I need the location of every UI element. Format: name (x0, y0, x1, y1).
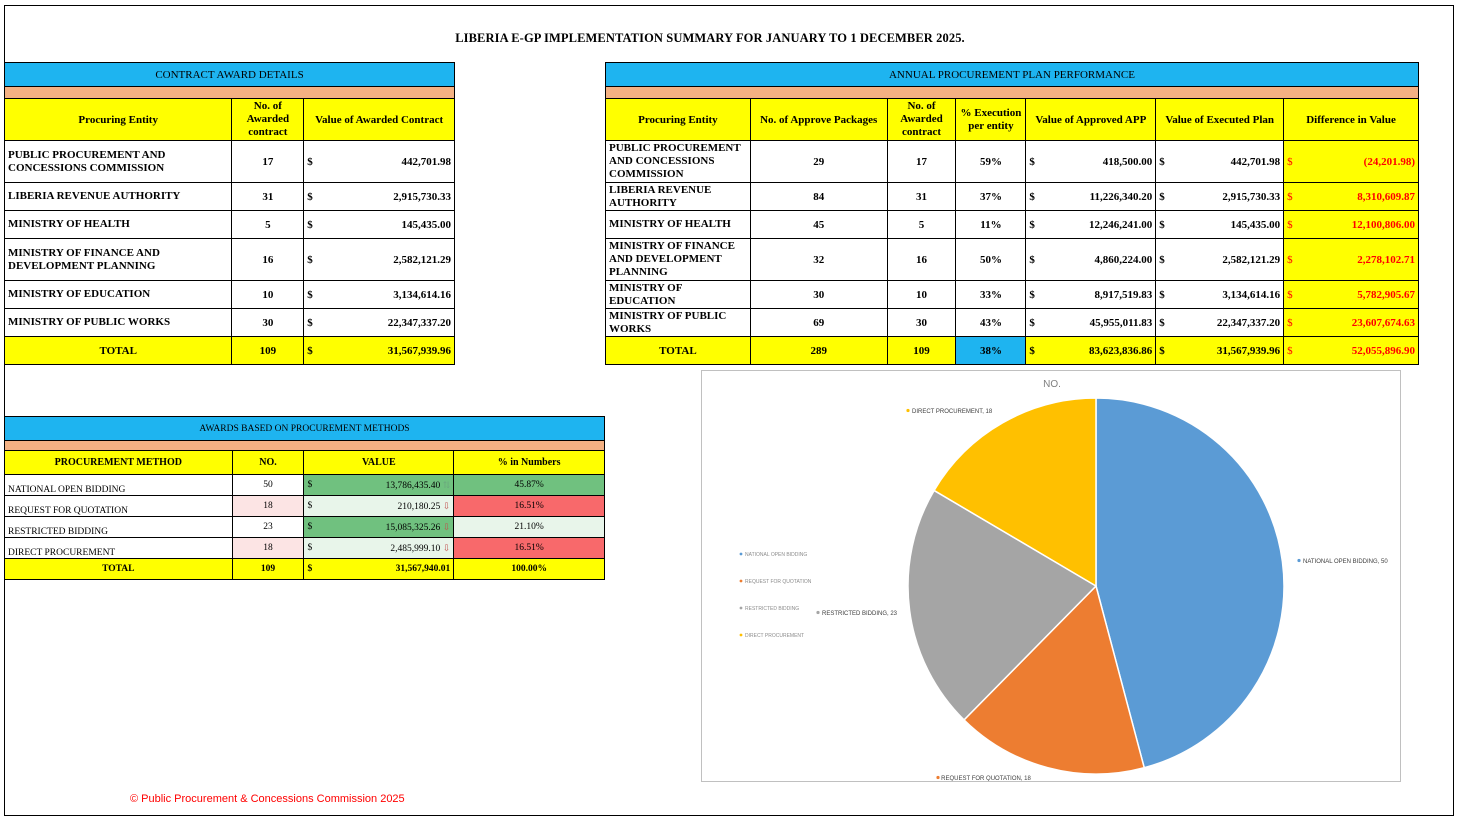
total-value: 31,567,939.96 (322, 337, 455, 365)
header-awarded-contract: No. of Awarded contract (887, 99, 956, 141)
awarded-contract: 10 (887, 281, 956, 309)
awarded-value: 3,134,614.16 (322, 281, 455, 309)
total-packages: 289 (750, 337, 887, 365)
method-count: 18 (232, 496, 304, 517)
legend-marker (740, 634, 743, 637)
currency-symbol: $ (304, 239, 322, 281)
trend-down-icon: ⇩ (442, 500, 451, 511)
approved-packages: 45 (750, 211, 887, 239)
procuring-entity: MINISTRY OF FINANCE AND DEVELOPMENT PLANNING (606, 239, 751, 281)
method-pct: 16.51% (454, 496, 605, 517)
data-label-text: NATIONAL OPEN BIDDING, 50 (1303, 559, 1388, 565)
header-procuring-entity: Procuring Entity (5, 99, 232, 141)
header-awarded-count: No. of Awarded contract (232, 99, 304, 141)
copyright-footer: © Public Procurement & Concessions Commission 2025 (130, 793, 405, 805)
awarded-value: 442,701.98 (322, 141, 455, 183)
currency-symbol: $ (304, 183, 322, 211)
execution-pct: 50% (956, 239, 1026, 281)
procuring-entity: MINISTRY OF PUBLIC WORKS (5, 309, 232, 337)
table-row (5, 517, 605, 538)
table-row (606, 281, 1419, 309)
currency-symbol: $ (304, 496, 322, 517)
awarded-contract: 17 (887, 141, 956, 183)
awarded-count: 16 (232, 239, 304, 281)
spacer-row (5, 87, 455, 99)
difference-value: 12,100,806.00 (1302, 211, 1419, 239)
currency-symbol: $ (1026, 183, 1044, 211)
pie-chart-svg (702, 371, 1400, 781)
method-value (322, 496, 454, 517)
table-row (5, 211, 455, 239)
procuring-entity: LIBERIA REVENUE AUTHORITY (606, 183, 751, 211)
approved-app-value: 418,500.00 (1044, 141, 1156, 183)
procurement-method: REQUEST FOR QUOTATION (5, 496, 233, 517)
table-row (606, 239, 1419, 281)
method-value (322, 475, 454, 496)
header-pct: % in Numbers (454, 451, 605, 475)
table-row (5, 183, 455, 211)
procuring-entity: MINISTRY OF EDUCATION (606, 281, 751, 309)
currency-symbol: $ (304, 309, 322, 337)
currency-symbol: $ (1026, 309, 1044, 337)
awarded-value: 2,582,121.29 (322, 239, 455, 281)
approved-app-value: 45,955,011.83 (1044, 309, 1156, 337)
header-difference: Difference in Value (1284, 99, 1419, 141)
difference-value: (24,201.98) (1302, 141, 1419, 183)
app-performance-table (605, 62, 1419, 365)
table-row (5, 496, 605, 517)
total-pct: 100.00% (454, 559, 605, 580)
pie-chart (701, 370, 1401, 782)
awarded-count: 30 (232, 309, 304, 337)
currency-symbol: $ (1026, 281, 1044, 309)
procurement-method: DIRECT PROCUREMENT (5, 538, 233, 559)
currency-symbol: $ (304, 141, 322, 183)
awarded-count: 31 (232, 183, 304, 211)
method-value-text: 2,485,999.10 (390, 543, 441, 554)
procuring-entity: MINISTRY OF HEALTH (5, 211, 232, 239)
table-row (606, 141, 1419, 183)
approved-app-value: 4,860,224.00 (1044, 239, 1156, 281)
methods-heading: AWARDS BASED ON PROCUREMENT METHODS (5, 417, 605, 441)
awarded-contract: 16 (887, 239, 956, 281)
currency-symbol: $ (1156, 239, 1174, 281)
header-value: VALUE (304, 451, 454, 475)
method-count: 18 (232, 538, 304, 559)
table-row (606, 183, 1419, 211)
legend-text: REQUEST FOR QUOTATION (745, 579, 812, 585)
total-label: TOTAL (5, 337, 232, 365)
procuring-entity: MINISTRY OF PUBLIC WORKS (606, 309, 751, 337)
procuring-entity: MINISTRY OF HEALTH (606, 211, 751, 239)
procuring-entity: LIBERIA REVENUE AUTHORITY (5, 183, 232, 211)
currency-symbol: $ (1284, 141, 1302, 183)
currency-symbol: $ (304, 211, 322, 239)
awarded-contract: 5 (887, 211, 956, 239)
awarded-value: 145,435.00 (322, 211, 455, 239)
currency-symbol: $ (1156, 141, 1174, 183)
header-procuring-entity: Procuring Entity (606, 99, 751, 141)
approved-packages: 29 (750, 141, 887, 183)
spacer-row (606, 87, 1419, 99)
approved-packages: 69 (750, 309, 887, 337)
legend-text: DIRECT PROCUREMENT (745, 633, 805, 639)
header-executed-plan: Value of Executed Plan (1156, 99, 1284, 141)
chart-title: NO. (1043, 379, 1061, 390)
approved-packages: 84 (750, 183, 887, 211)
page-title: LIBERIA E-GP IMPLEMENTATION SUMMARY FOR JANUARY TO 1 DECEMBER 2025. (455, 31, 965, 45)
awarded-contract: 30 (887, 309, 956, 337)
method-pct: 21.10% (454, 517, 605, 538)
spacer-row (5, 441, 605, 451)
approved-packages: 32 (750, 239, 887, 281)
total-approved-currency: $ (1026, 337, 1044, 365)
table-row (606, 309, 1419, 337)
total-no: 109 (232, 559, 304, 580)
table-row (5, 281, 455, 309)
execution-pct: 37% (956, 183, 1026, 211)
total-value: 31,567,940.01 (322, 559, 454, 580)
currency-symbol: $ (1284, 239, 1302, 281)
legend-text: NATIONAL OPEN BIDDING (745, 552, 808, 558)
currency-symbol: $ (1284, 281, 1302, 309)
total-executed-currency: $ (1156, 337, 1174, 365)
currency-symbol: $ (1284, 211, 1302, 239)
awarded-value: 22,347,337.20 (322, 309, 455, 337)
contract-award-heading: CONTRACT AWARD DETAILS (5, 63, 455, 87)
contract-award-table (4, 62, 455, 365)
executed-plan-value: 145,435.00 (1174, 211, 1284, 239)
currency-symbol: $ (1026, 211, 1044, 239)
difference-value: 23,607,674.63 (1302, 309, 1419, 337)
approved-packages: 30 (750, 281, 887, 309)
legend-item (740, 579, 812, 585)
executed-plan-value: 2,582,121.29 (1174, 239, 1284, 281)
data-label (906, 409, 992, 415)
execution-pct: 11% (956, 211, 1026, 239)
approved-app-value: 11,226,340.20 (1044, 183, 1156, 211)
app-heading: ANNUAL PROCUREMENT PLAN PERFORMANCE (606, 63, 1419, 87)
methods-table (4, 416, 605, 580)
table-row (5, 475, 605, 496)
table-row (5, 141, 455, 183)
difference-value: 8,310,609.87 (1302, 183, 1419, 211)
executed-plan-value: 442,701.98 (1174, 141, 1284, 183)
data-label (816, 611, 897, 617)
data-label-text: DIRECT PROCUREMENT, 18 (912, 409, 993, 415)
legend-item (740, 633, 804, 639)
approved-app-value: 12,246,241.00 (1044, 211, 1156, 239)
header-approved-app: Value of Approved APP (1026, 99, 1156, 141)
currency-symbol: $ (1026, 239, 1044, 281)
awarded-count: 5 (232, 211, 304, 239)
currency-symbol: $ (304, 538, 322, 559)
data-label (936, 776, 1031, 781)
table-row (5, 309, 455, 337)
legend-marker (740, 553, 743, 556)
data-label-marker (1297, 559, 1300, 562)
method-value-text: 13,786,435.40 (385, 480, 441, 491)
currency-symbol: $ (1284, 309, 1302, 337)
executed-plan-value: 22,347,337.20 (1174, 309, 1284, 337)
method-value-text: 15,085,325.26 (385, 522, 441, 533)
execution-pct: 43% (956, 309, 1026, 337)
legend-item (740, 606, 800, 612)
awarded-count: 17 (232, 141, 304, 183)
currency-symbol: $ (1026, 141, 1044, 183)
procuring-entity: PUBLIC PROCUREMENT AND CONCESSIONS COMMISSION (606, 141, 751, 183)
header-awarded-value: Value of Awarded Contract (304, 99, 455, 141)
total-approved-value: 83,623,836.86 (1044, 337, 1156, 365)
difference-value: 5,782,905.67 (1302, 281, 1419, 309)
currency-symbol: $ (1156, 281, 1174, 309)
trend-down-icon: ⇩ (442, 542, 451, 553)
awarded-value: 2,915,730.33 (322, 183, 455, 211)
total-executed-value: 31,567,939.96 (1174, 337, 1284, 365)
data-label-marker (816, 611, 819, 614)
table-row (606, 211, 1419, 239)
procuring-entity: PUBLIC PROCUREMENT AND CONCESSIONS COMMISSION (5, 141, 232, 183)
awarded-contract: 31 (887, 183, 956, 211)
method-value-text: 210,180.25 (397, 501, 441, 512)
currency-symbol: $ (304, 281, 322, 309)
difference-value: 2,278,102.71 (1302, 239, 1419, 281)
data-label-text: RESTRICTED BIDDING, 23 (822, 611, 898, 617)
total-awarded: 109 (887, 337, 956, 365)
legend-text: RESTRICTED BIDDING (745, 606, 800, 612)
method-count: 50 (232, 475, 304, 496)
currency-symbol: $ (1156, 211, 1174, 239)
total-diff-value: 52,055,896.90 (1302, 337, 1419, 365)
method-count: 23 (232, 517, 304, 538)
procurement-method: RESTRICTED BIDDING (5, 517, 233, 538)
total-currency: $ (304, 337, 322, 365)
header-execution-pct: % Execution per entity (956, 99, 1026, 141)
header-method: PROCUREMENT METHOD (5, 451, 233, 475)
procuring-entity: MINISTRY OF EDUCATION (5, 281, 232, 309)
awarded-count: 10 (232, 281, 304, 309)
legend-marker (740, 580, 743, 583)
table-row (5, 239, 455, 281)
currency-symbol: $ (304, 475, 322, 496)
trend-down-icon: ⇩ (442, 521, 451, 532)
execution-pct: 33% (956, 281, 1026, 309)
method-value (322, 517, 454, 538)
data-label-marker (906, 409, 909, 412)
data-label (1297, 559, 1388, 565)
approved-app-value: 8,917,519.83 (1044, 281, 1156, 309)
procuring-entity: MINISTRY OF FINANCE AND DEVELOPMENT PLANNING (5, 239, 232, 281)
total-label: TOTAL (5, 559, 233, 580)
total-count: 109 (232, 337, 304, 365)
executed-plan-value: 3,134,614.16 (1174, 281, 1284, 309)
legend-item (740, 552, 808, 558)
data-label-text: REQUEST FOR QUOTATION, 18 (941, 776, 1031, 781)
header-no: NO. (232, 451, 304, 475)
procurement-method: NATIONAL OPEN BIDDING (5, 475, 233, 496)
table-row (5, 538, 605, 559)
total-diff-currency: $ (1284, 337, 1302, 365)
execution-pct: 59% (956, 141, 1026, 183)
trend-up-icon: ⇅ (442, 479, 451, 490)
legend-marker (740, 607, 743, 610)
currency-symbol: $ (1156, 309, 1174, 337)
header-approved-packages: No. of Approve Packages (750, 99, 887, 141)
currency-symbol: $ (304, 517, 322, 538)
executed-plan-value: 2,915,730.33 (1174, 183, 1284, 211)
currency-symbol: $ (1284, 183, 1302, 211)
method-pct: 45.87% (454, 475, 605, 496)
total-currency: $ (304, 559, 322, 580)
currency-symbol: $ (1156, 183, 1174, 211)
method-value (322, 538, 454, 559)
total-execution-pct: 38% (956, 337, 1026, 365)
data-label-marker (936, 776, 939, 779)
total-label: TOTAL (606, 337, 751, 365)
method-pct: 16.51% (454, 538, 605, 559)
